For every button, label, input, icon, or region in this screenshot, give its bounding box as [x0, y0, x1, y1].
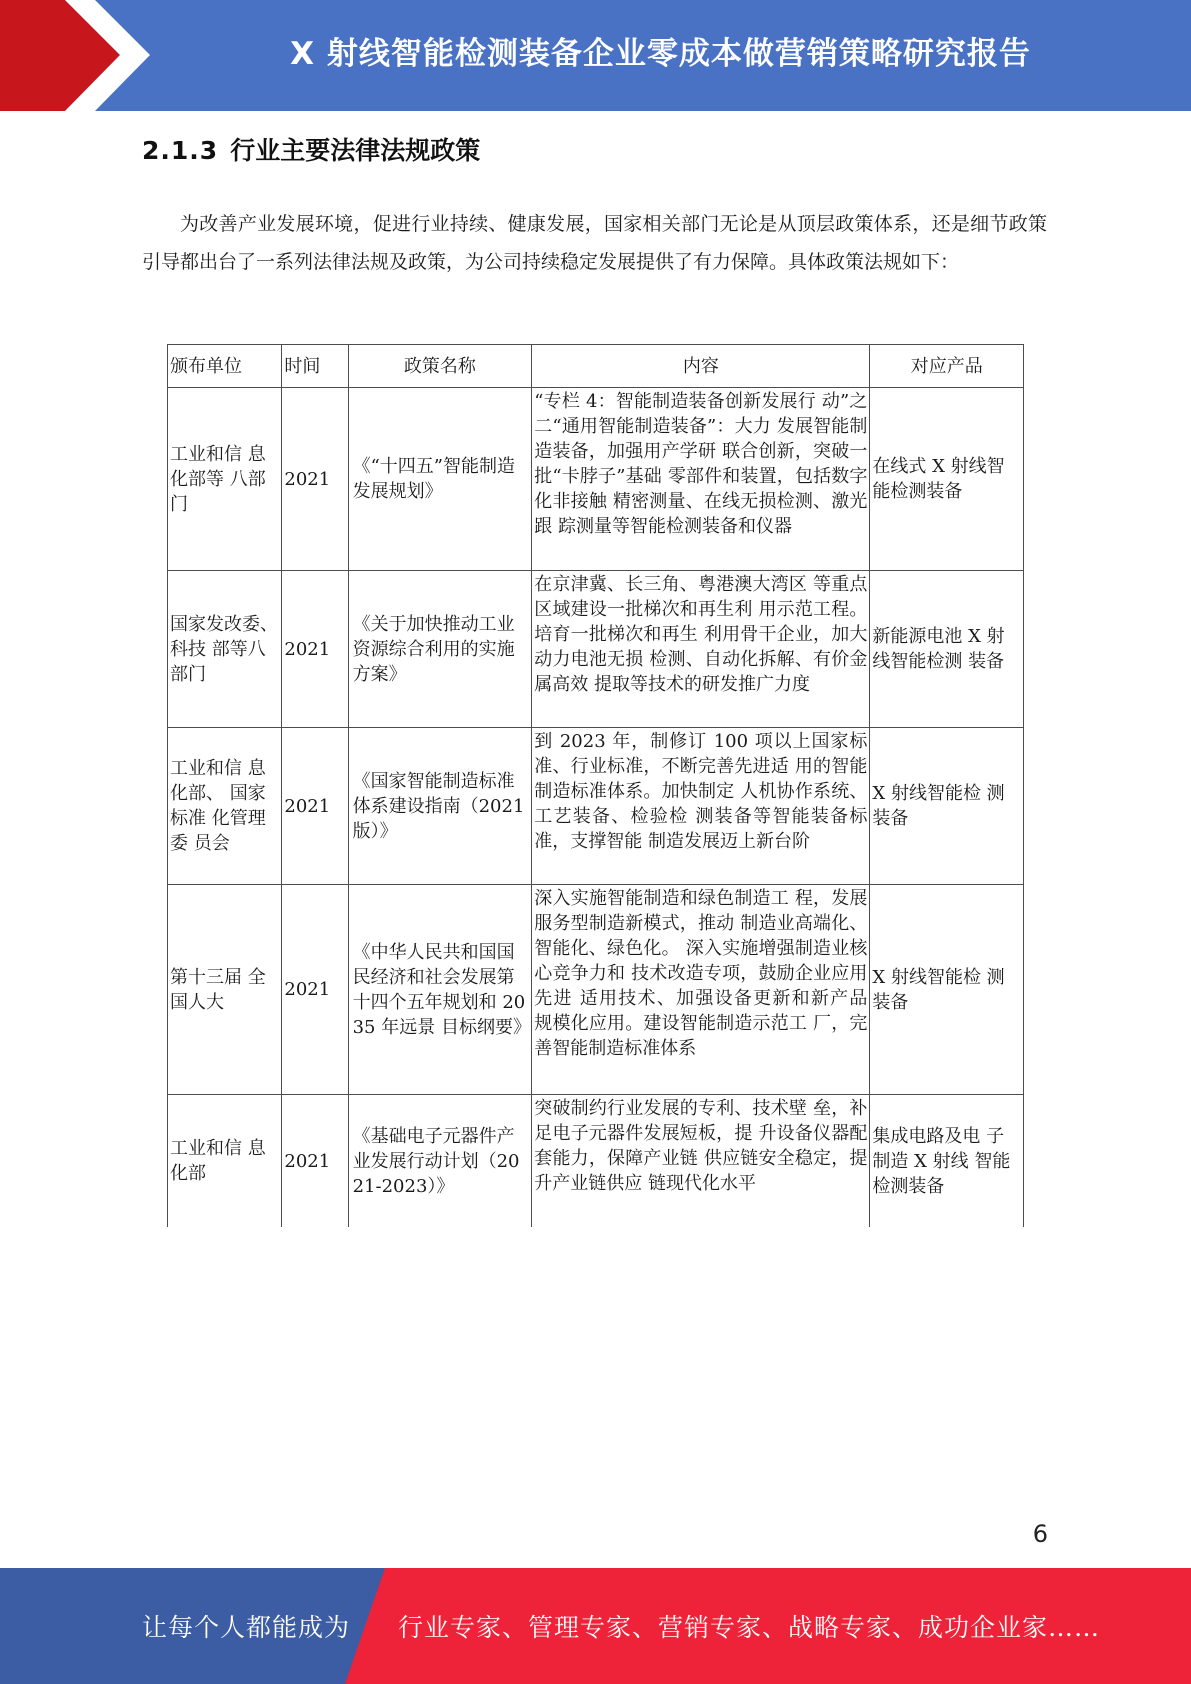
cell-issuer: 工业和信 息化部等 八部门 [168, 388, 282, 571]
cell-issuer: 国家发改委、科技 部等八部门 [168, 571, 282, 728]
cell-issuer: 工业和信 息化部、 国家标准 化管理委 员会 [168, 728, 282, 885]
column-header-issuer: 颁布单位 [168, 345, 282, 388]
column-header-year: 时间 [282, 345, 348, 388]
section-number: 2.1.3 [142, 136, 219, 165]
page-footer [0, 1568, 1191, 1684]
column-header-content: 内容 [532, 345, 870, 388]
page-header [0, 0, 1191, 111]
cell-policy: 《基础电子元器件产业发展行动计划（2021-2023）》 [348, 1095, 532, 1228]
report-title: X 射线智能检测装备企业零成本做营销策略研究报告 [290, 35, 1031, 72]
table-row [168, 1095, 1024, 1228]
cell-year: 2021 [282, 571, 348, 728]
column-header-policy: 政策名称 [348, 345, 532, 388]
cell-year: 2021 [282, 885, 348, 1095]
cell-product: 集成电路及电 子制造 X 射线 智能检测装备 [870, 1095, 1024, 1228]
cell-content: 在京津冀、长三角、粤港澳大湾区 等重点区域建设一批梯次和再生利 用示范工程。培育一批梯次和再生 利用骨干企业，加大动力电池无损 检测、自动化拆解、有价金属高效 提取等技术的研发推广力度 [532, 571, 870, 728]
page-number: 6 [1032, 1520, 1048, 1548]
cell-product: 在线式 X 射线智能检测装备 [870, 388, 1024, 571]
cell-content: 到 2023 年，制修订 100 项以上国家标准、行业标准，不断完善先进适 用的智能制造标准体系。加快制定 人机协作系统、工艺装备、检验检 测装备等智能装备标准，支撑智能 制造发展迈上新台阶 [532, 728, 870, 885]
cell-policy: 《关于加快推动工业资源综合利用的实施方案》 [348, 571, 532, 728]
section-heading [142, 131, 480, 167]
table-row [168, 388, 1024, 571]
table-header-row [168, 345, 1024, 388]
table-row [168, 885, 1024, 1095]
column-header-product: 对应产品 [870, 345, 1024, 388]
footer-slogan-left: 让每个人都能成为 [142, 1613, 351, 1642]
cell-year: 2021 [282, 1095, 348, 1228]
table-row [168, 571, 1024, 728]
policy-table [167, 344, 1024, 1227]
cell-product: 新能源电池 X 射线智能检测 装备 [870, 571, 1024, 728]
cell-content: 深入实施智能制造和绿色制造工 程，发展服务型制造新模式，推动 制造业高端化、智能化、绿色化。 深入实施增强制造业核心竞争力和 技术改造专项，鼓励企业应用先进 适用技术、加强设备更新和新产品 规模化应用。建设智能制造示范工 厂，完善智能制造标准体系 [532, 885, 870, 1095]
cell-year: 2021 [282, 388, 348, 571]
header-arrow-decoration [0, 0, 160, 111]
cell-policy: 《中华人民共和国国民经济和社会发展第十四个五年规划和 2035 年远景 目标纲要》 [348, 885, 532, 1095]
cell-year: 2021 [282, 728, 348, 885]
section-title: 行业主要法律法规政策 [230, 136, 481, 165]
cell-content: 突破制约行业发展的专利、技术壁 垒，补足电子元器件发展短板，提 升设备仪器配套能力，保障产业链 供应链安全稳定，提升产业链供应 链现代化水平 [532, 1095, 870, 1228]
cell-policy: 《“十四五”智能制造发展规划》 [348, 388, 532, 571]
table-row [168, 728, 1024, 885]
cell-product: X 射线智能检 测装备 [870, 885, 1024, 1095]
intro-paragraph: 为改善产业发展环境，促进行业持续、健康发展，国家相关部门无论是从顶层政策体系，还是细节政策引导都出台了一系列法律法规及政策，为公司持续稳定发展提供了有力保障。具体政策法规如下： [142, 213, 1047, 273]
cell-issuer: 第十三届 全国人大 [168, 885, 282, 1095]
cell-product: X 射线智能检 测装备 [870, 728, 1024, 885]
cell-issuer: 工业和信 息化部 [168, 1095, 282, 1228]
cell-content: “专栏 4：智能制造装备创新发展行 动”之二“通用智能制造装备”：大力 发展智能制造装备，加强用产学研 联合创新，突破一批“卡脖子”基础 零部件和装置，包括数字化非接触 精密测量、在线无损检测、激光跟 踪测量等智能检测装备和仪器 [532, 388, 870, 571]
cell-policy: 《国家智能制造标准体系建设指南（2021 版）》 [348, 728, 532, 885]
footer-slogan-right: 行业专家、管理专家、营销专家、战略专家、成功企业家…… [398, 1613, 1101, 1642]
